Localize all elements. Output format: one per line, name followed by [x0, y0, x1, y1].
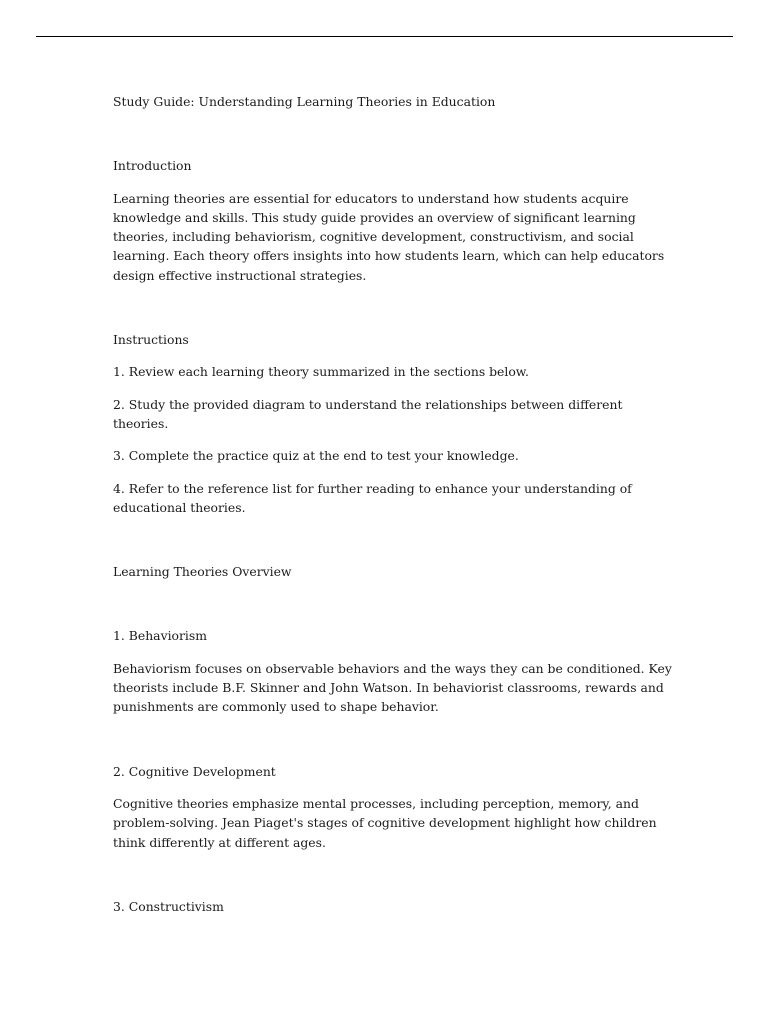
- section-constructivism-heading: 3. Constructivism: [113, 898, 224, 914]
- introduction-heading: Introduction: [113, 158, 192, 174]
- overview-heading: Learning Theories Overview: [113, 564, 292, 580]
- instruction-item-1: 1. Review each learning theory summarized in the sections below.: [113, 364, 529, 380]
- instruction-item-4: 4. Refer to the reference list for further reading to enhance your understanding of educational theories.: [113, 480, 632, 515]
- section-cognitive-text: Cognitive theories emphasize mental processes, including perception, memory, and problem-solving. Jean Piaget's stages of cognitive development highlight how children think differently at different ages.: [113, 795, 657, 850]
- document-title: Study Guide: Understanding Learning Theories in Education: [113, 94, 496, 109]
- instructions-heading: Instructions: [113, 332, 189, 348]
- section-behaviorism-text: Behaviorism focuses on observable behaviors and the ways they can be conditioned. Key theorists include B.F. Skinner and John Watson. In behaviorist classrooms, rewards and punishments are commonly used to shape behavior.: [113, 660, 672, 715]
- instruction-item-2: 2. Study the provided diagram to understand the relationships between different theories.: [113, 396, 623, 431]
- document-body: [113, 92, 673, 929]
- instruction-item-3: 3. Complete the practice quiz at the end to test your knowledge.: [113, 448, 519, 464]
- section-behaviorism-heading: 1. Behaviorism: [113, 628, 207, 644]
- section-cognitive-heading: 2. Cognitive Development: [113, 763, 276, 779]
- introduction-text: Learning theories are essential for educators to understand how students acquire knowledge and skills. This study guide provides an overview of significant learning theories, including behaviorism, cognitive development, constructivism, and social learning. Each theory offers insights into how students learn, which can help educators design effective instructional strategies.: [113, 190, 665, 283]
- header-rule: [36, 36, 733, 37]
